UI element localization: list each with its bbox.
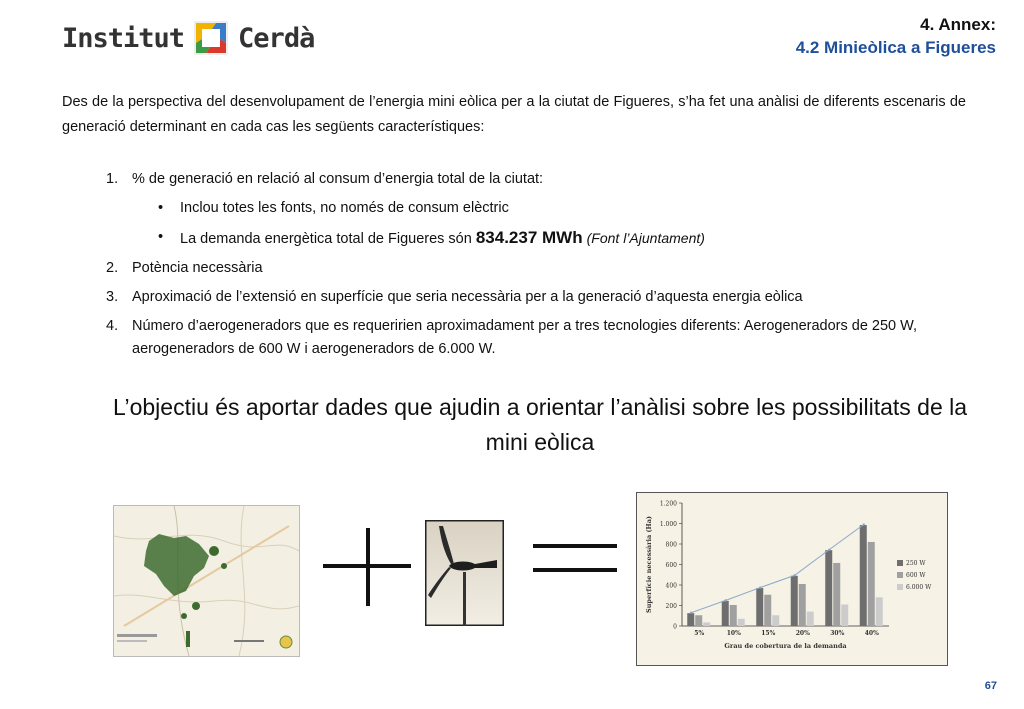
objective-statement: L’objectiu és aportar dades que ajudin a orientar l’anàlisi sobre les possibilitats de la mini eòlica <box>112 394 968 455</box>
trend-point <box>863 523 865 525</box>
bullet: • <box>158 200 164 216</box>
trend-point <box>794 574 796 576</box>
bar-6000W-30pct <box>841 604 848 626</box>
y-tick-label: 600 <box>665 562 677 569</box>
list-item <box>106 315 968 361</box>
x-tick-label: 15% <box>761 630 776 637</box>
bar-6000W-40pct <box>876 597 883 626</box>
wind-turbine-photo <box>425 520 504 626</box>
intro-paragraph: Des de la perspectiva del desenvolupament de l’energia mini eòlica per a la ciutat de Figueres, s’ha fet una anàlisi de diferents escenaris de generació determinant en cada cas les següents característiques: <box>62 94 966 135</box>
wind-turbine-icon <box>425 520 504 626</box>
annex-title: 4. Annex: <box>920 15 996 34</box>
sub-list-text: Inclou totes les fonts, no només de consum elèctric <box>180 200 509 216</box>
list-item <box>106 257 968 280</box>
annex-subtitle: 4.2 Minieòlica a Figueres <box>795 38 996 57</box>
list-number: 4. <box>106 318 119 334</box>
legend-label: 600 W <box>906 572 926 579</box>
x-axis-label: Grau de cobertura de la demanda <box>724 642 847 650</box>
x-tick-label: 5% <box>694 630 705 637</box>
bar-250W-20pct <box>791 576 798 626</box>
bar-250W-40pct <box>860 525 867 626</box>
source-note: (Font l’Ajuntament) <box>586 230 705 246</box>
x-tick-label: 20% <box>795 630 810 637</box>
map-illustration <box>114 506 299 656</box>
list-text: Potència necessària <box>132 260 263 276</box>
sub-list-item <box>158 197 968 220</box>
plus-icon <box>323 528 413 608</box>
y-axis-label: Superfície necessària (Ha) <box>645 516 653 613</box>
y-tick-label: 0 <box>673 623 677 631</box>
x-tick-label: 10% <box>726 630 741 637</box>
bullet: • <box>158 229 164 245</box>
y-tick-label: 400 <box>665 582 677 590</box>
institut-cerda-logo <box>62 16 314 60</box>
y-tick-label: 200 <box>665 603 677 610</box>
bar-600W-5pct <box>695 615 702 626</box>
cerda-logo-icon <box>192 19 230 57</box>
sub-list-item <box>158 226 968 251</box>
trend-point <box>759 586 761 588</box>
bar-250W-5pct <box>687 613 694 626</box>
bar-600W-40pct <box>868 542 875 626</box>
surface-chart <box>636 492 948 666</box>
x-tick-label: 30% <box>830 630 845 637</box>
y-tick-label: 1.000 <box>659 521 677 528</box>
list-item <box>106 168 968 191</box>
legend-swatch <box>897 572 903 578</box>
bar-250W-15pct <box>756 588 763 626</box>
bar-600W-30pct <box>833 563 840 626</box>
section-header <box>796 15 996 58</box>
list-number: 1. <box>106 171 119 187</box>
legend-label: 250 W <box>906 560 926 567</box>
list-number: 3. <box>106 289 119 305</box>
equals-icon <box>533 538 619 580</box>
bar-6000W-15pct <box>772 615 779 626</box>
y-tick-label: 1.200 <box>659 500 677 508</box>
figueres-map-image <box>113 505 300 657</box>
logo-text-left: Institut <box>62 22 185 54</box>
energy-demand-value: 834.237 MWh <box>475 228 583 247</box>
list-text: % de generació en relació al consum d’energia total de la ciutat: <box>132 171 544 187</box>
bar-250W-30pct <box>825 550 832 626</box>
logo-text-right: Cerdà <box>238 22 315 54</box>
list-text: Número d’aerogeneradors que es requeririen aproximadament per a tres tecnologies diferents: Aerogeneradors de 250 W, aerogeneradors de 600 W i aerogeneradors de 6.000 W. <box>132 318 918 357</box>
x-tick-label: 40% <box>864 630 879 637</box>
bar-600W-20pct <box>799 584 806 626</box>
legend-swatch <box>897 560 903 566</box>
trend-point <box>690 611 692 613</box>
bar-6000W-20pct <box>807 612 814 626</box>
plus-operator <box>323 528 413 608</box>
trend-point <box>725 599 727 601</box>
list-text: Aproximació de l’extensió en superfície que seria necessària per a la generació d’aquesta energia eòlica <box>132 289 803 305</box>
page-number: 67 <box>984 680 997 692</box>
characteristics-list <box>106 168 968 367</box>
list-number: 2. <box>106 260 119 276</box>
trend-point <box>828 548 830 550</box>
list-item <box>106 286 968 309</box>
legend-swatch <box>897 584 903 590</box>
sub-list-text: La demanda energètica total de Figueres són <box>180 231 472 247</box>
bar-250W-10pct <box>722 601 729 626</box>
bar-600W-15pct <box>764 595 771 626</box>
equals-operator <box>533 538 619 580</box>
bar-6000W-5pct <box>703 622 710 626</box>
bar-6000W-10pct <box>738 619 745 626</box>
legend-label: 6.000 W <box>906 584 932 591</box>
y-tick-label: 800 <box>665 541 677 549</box>
bar-600W-10pct <box>730 605 737 626</box>
bar-chart <box>637 493 947 665</box>
